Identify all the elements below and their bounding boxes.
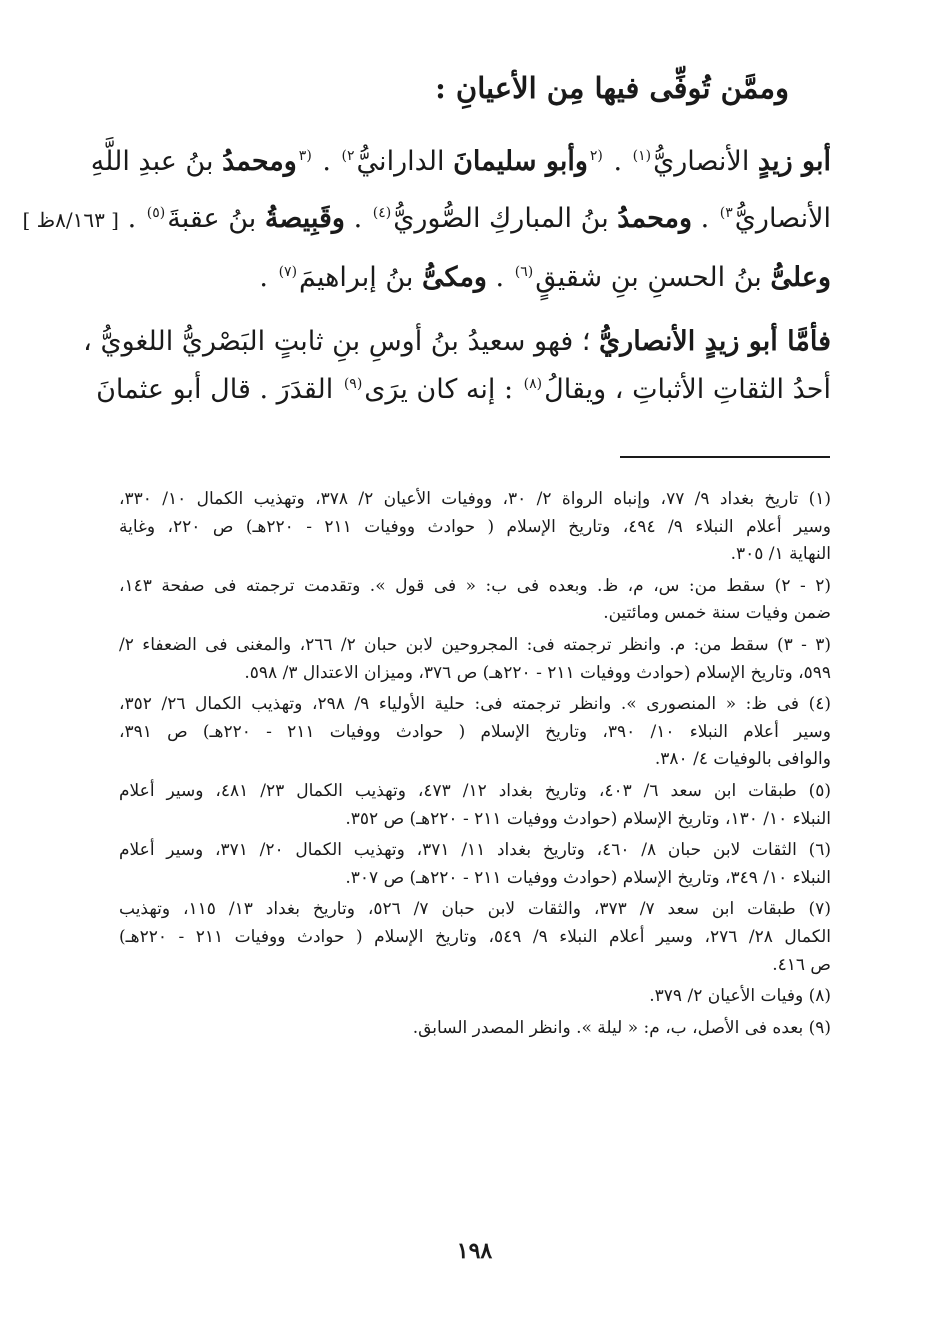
footnote-line: ضمن وفيات سنة خمس ومائتين. (603, 603, 831, 624)
footnote-line: وسير أعلام النبلاء ٩/ ٤٩٤، وتاريخ الإسلام ( حوادث ووفيات ٢١١ - ٢٢٠هـ) ص ٢٢٠، وغاية (119, 516, 831, 537)
text-run: بنُ الحسنِ بنِ شقيقٍ (535, 262, 771, 293)
footnote-marker: (٦) (514, 264, 534, 280)
names-line (90, 133, 831, 190)
text-run: بنُ إبراهيمَ (299, 262, 423, 293)
text-run: . (259, 262, 277, 293)
text-run: الأنصاريُّ (653, 146, 758, 177)
text-run: بنُ عبدِ اللَّهِ (90, 146, 223, 177)
footnote-marker: (٢ (589, 148, 603, 164)
footnote-marker: ٢) (341, 148, 355, 164)
footnote-marker: (٥) (146, 205, 166, 221)
footnote (119, 691, 831, 774)
text-run: أحدُ الثقاتِ الأثباتِ ، ويقالُ (544, 374, 831, 405)
footnote-line: (٦) الثقات لابن حبان ٨/ ٤٦٠، وتاريخ بغداد ١١/ ٣٧١، وتهذيب الكمال ٢٠/ ٣٧١، وسير أعلام (119, 840, 831, 861)
names-line (119, 249, 831, 306)
footnote-line: النبلاء ١٠/ ١٣٠، وتاريخ الإسلام (حوادث ووفيات ٢١١ - ٢٢٠هـ) ص ٣٥٢. (345, 808, 831, 829)
footnote (119, 778, 831, 833)
text-run: القدَرَ . قال أبو عثمانَ (96, 374, 342, 405)
footnote (119, 896, 831, 979)
footnote-marker: (٧) (278, 264, 298, 280)
names-paragraph (22, 133, 831, 306)
person-name: وقَبِيصةُ (264, 203, 345, 234)
bio-line (96, 366, 831, 414)
person-name: أبو زيدٍ (757, 146, 831, 177)
section-heading: وممَّن تُوفِّى فيها مِن الأعيانِ : (435, 71, 789, 105)
text-run: الأنصاريُّ (734, 203, 831, 234)
text-run: . (486, 262, 513, 293)
footnote-line: ص ٤١٦. (772, 954, 831, 975)
footnote (119, 486, 831, 569)
footnote-line: (٣ - ٣) سقط من: م. وانظر ترجمته فى: المجروحين لابن حبان ٢/ ٢٦٦، والمغنى فى الضعفاء ٢/ (119, 634, 831, 655)
footnote-line: (٨) وفيات الأعيان ٢/ ٣٧٩. (649, 986, 831, 1007)
text-run: . (692, 203, 718, 234)
footnote-line: النبلاء ١٠/ ٣٤٩، وتاريخ الإسلام (حوادث ووفيات ٢١١ - ٢٢٠هـ) ص ٣٠٧. (345, 867, 831, 888)
footnote-line: (١) تاريخ بغداد ٩/ ٧٧، وإنباه الرواة ٢/ ٣٠، ووفيات الأعيان ٢/ ٣٧٨، وتهذيب الكمال ١٠/ ٣٣٠، (119, 489, 832, 509)
person-name: ومكىُّ (422, 262, 487, 293)
text-run: بنُ عقبةَ (167, 203, 265, 234)
footnote (119, 573, 831, 628)
text-run: ؛ فهو سعيدُ بنُ أوسِ بنِ ثابتٍ البَصْريُّ اللغويُّ ، (83, 326, 600, 357)
text-run: . (119, 203, 145, 234)
text-run: . (344, 203, 371, 234)
text-run: بنُ المباركِ الصُّوريُّ (393, 203, 618, 234)
footnote-line: الكمال ٢٨/ ٢٧٦، وسير أعلام النبلاء ٩/ ٥٤٩، وتاريخ الإسلام ( حوادث ووفيات ٢١١ - ٢٢٠هـ) (119, 926, 831, 947)
bio-line (83, 318, 831, 366)
text-run: . (313, 146, 340, 177)
footnote-separator (620, 456, 830, 458)
footnote (119, 983, 831, 1011)
footnote-line: (٩) بعده فى الأصل، ب، م: « ليلة ». وانظر المصدر السابق. (412, 1017, 831, 1038)
footnote-marker: (١) (632, 148, 652, 164)
names-line (22, 190, 831, 249)
footnote-line: النهاية ١/ ٣٠٥. (730, 544, 831, 565)
footnote-marker: (٣ (298, 148, 312, 164)
person-name: وأبو سليمانَ (453, 146, 588, 177)
footnote-line: (٥) طبقات ابن سعد ٦/ ٤٠٣، وتاريخ بغداد ١٢/ ٤٧٣، وتهذيب الكمال ٢٣/ ٤٨١، وسير أعلام (119, 780, 831, 801)
text-run: : إنه كان يرَى (364, 374, 522, 405)
person-name: ومحمدُ (222, 146, 297, 177)
footnote-line: والوافى بالوفيات ٤/ ٣٨٠. (654, 749, 831, 770)
footnote (119, 632, 831, 687)
person-name: وعلىُّ (770, 262, 831, 293)
biography-paragraph (83, 318, 831, 414)
text-run: . (604, 146, 631, 177)
footnote-marker: ٣) (719, 205, 733, 221)
footnote-marker: (٤) (372, 205, 392, 221)
footnote-line: ٥٩٩، وتاريخ الإسلام (حوادث ووفيات ٢١١ - ٢٢٠هـ) ص ٣٧٦، وميزان الاعتدال ٣/ ٥٩٨. (244, 662, 831, 683)
text-run: الدارانيُّ (356, 146, 454, 177)
footnote-line: (٧) طبقات ابن سعد ٧/ ٣٧٣، والثقات لابن حبان ٧/ ٥٢٦، وتاريخ بغداد ١٣/ ١١٥، وتهذيب (119, 899, 831, 920)
footnote-marker: (٨) (523, 376, 543, 392)
footnote (119, 1015, 831, 1043)
manuscript-folio-marker: [ ٨/١٦٣ظ ] (22, 208, 119, 232)
page-number: ١٩٨ (456, 1238, 493, 1264)
footnote-marker: (٩) (343, 376, 363, 392)
footnote-line: (٢ - ٢) سقط من: س، م، ظ. وبعده فى ب: « فى قول ». وتقدمت ترجمته فى صفحة ١٤٣، (119, 575, 831, 596)
footnote-line: (٤) فى ظ: « المنصورى ». وانظر ترجمته فى: حلية الأولياء ٩/ ٢٩٨، وتهذيب الكمال ٢٦/ ٣٥٢، (119, 694, 831, 715)
footnotes (119, 486, 831, 1046)
footnote (119, 837, 831, 892)
person-name: فأمَّا أبو زيدٍ الأنصاريُّ (599, 326, 831, 357)
footnote-line: وسير أعلام النبلاء ١٠/ ٣٩٠، وتاريخ الإسلام ( حوادث ووفيات ٢١١ - ٢٢٠هـ) ص ٣٩١، (119, 721, 831, 742)
person-name: ومحمدُ (617, 203, 693, 234)
